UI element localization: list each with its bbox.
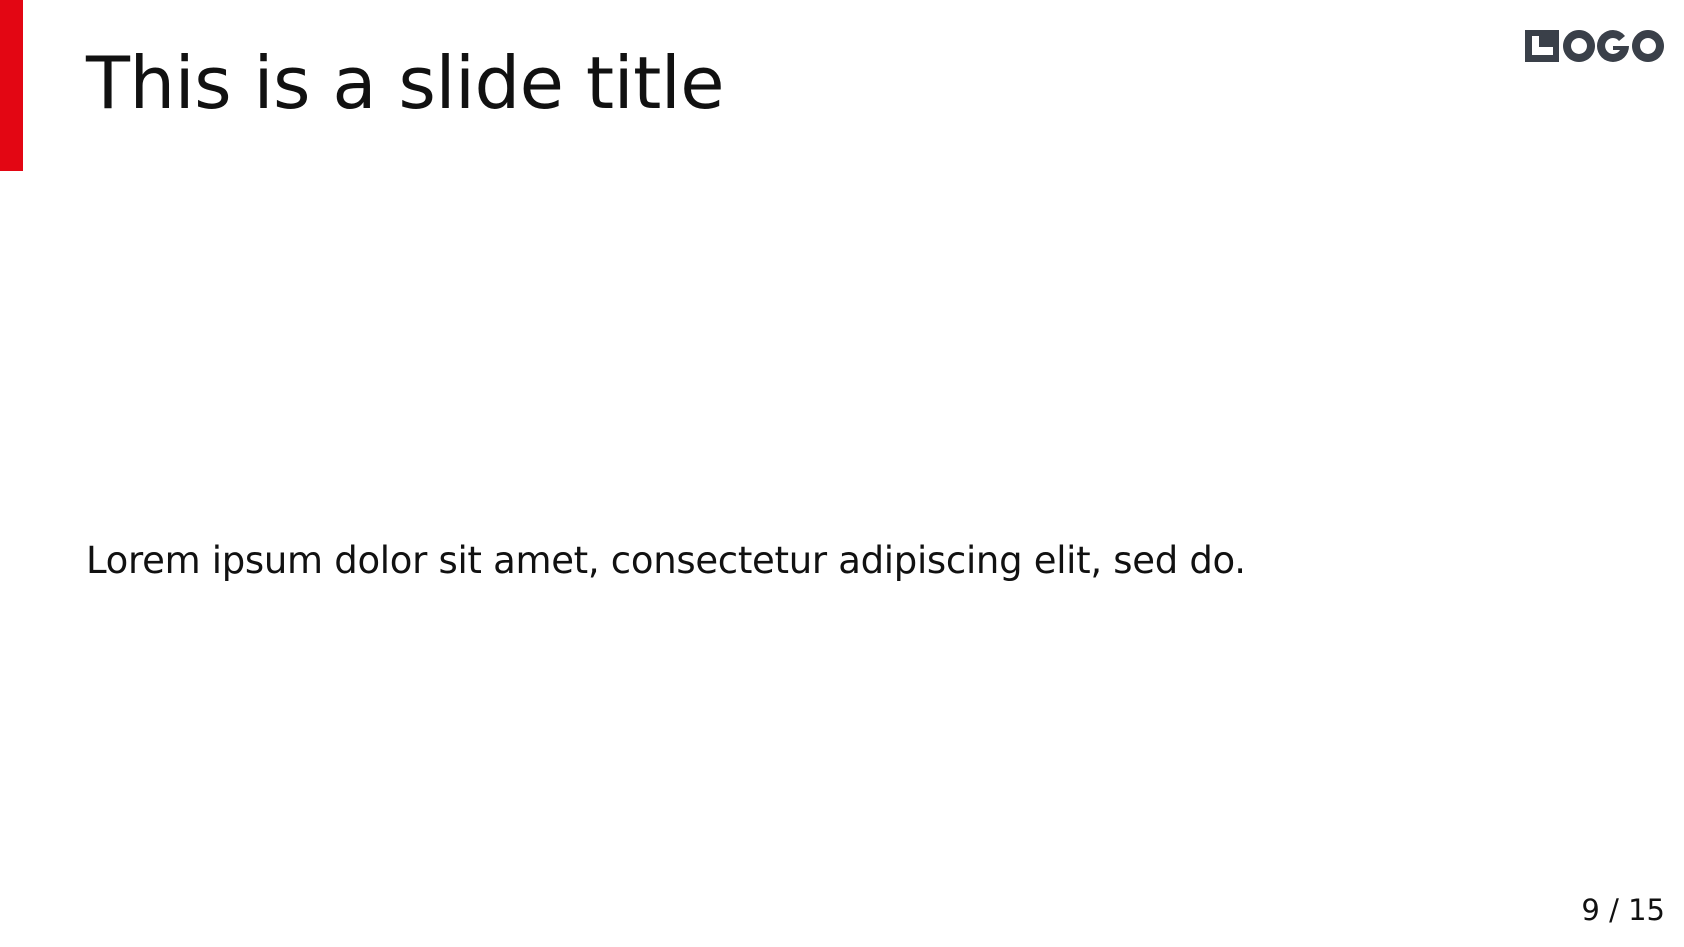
slide-body-text: Lorem ipsum dolor sit amet, consectetur adipiscing elit, sed do. <box>86 539 1246 582</box>
logo-o-2 <box>1632 30 1664 62</box>
logo-g <box>1597 30 1629 62</box>
page-separator: / <box>1609 893 1619 927</box>
page-number <box>1581 893 1665 928</box>
logo-o-1 <box>1563 30 1595 62</box>
page-total: 15 <box>1628 893 1665 927</box>
page-current: 9 <box>1581 893 1600 927</box>
accent-bar <box>0 0 23 171</box>
logo <box>1525 29 1665 63</box>
slide-title: This is a slide title <box>86 41 725 125</box>
logo-l-mark <box>1525 30 1559 62</box>
